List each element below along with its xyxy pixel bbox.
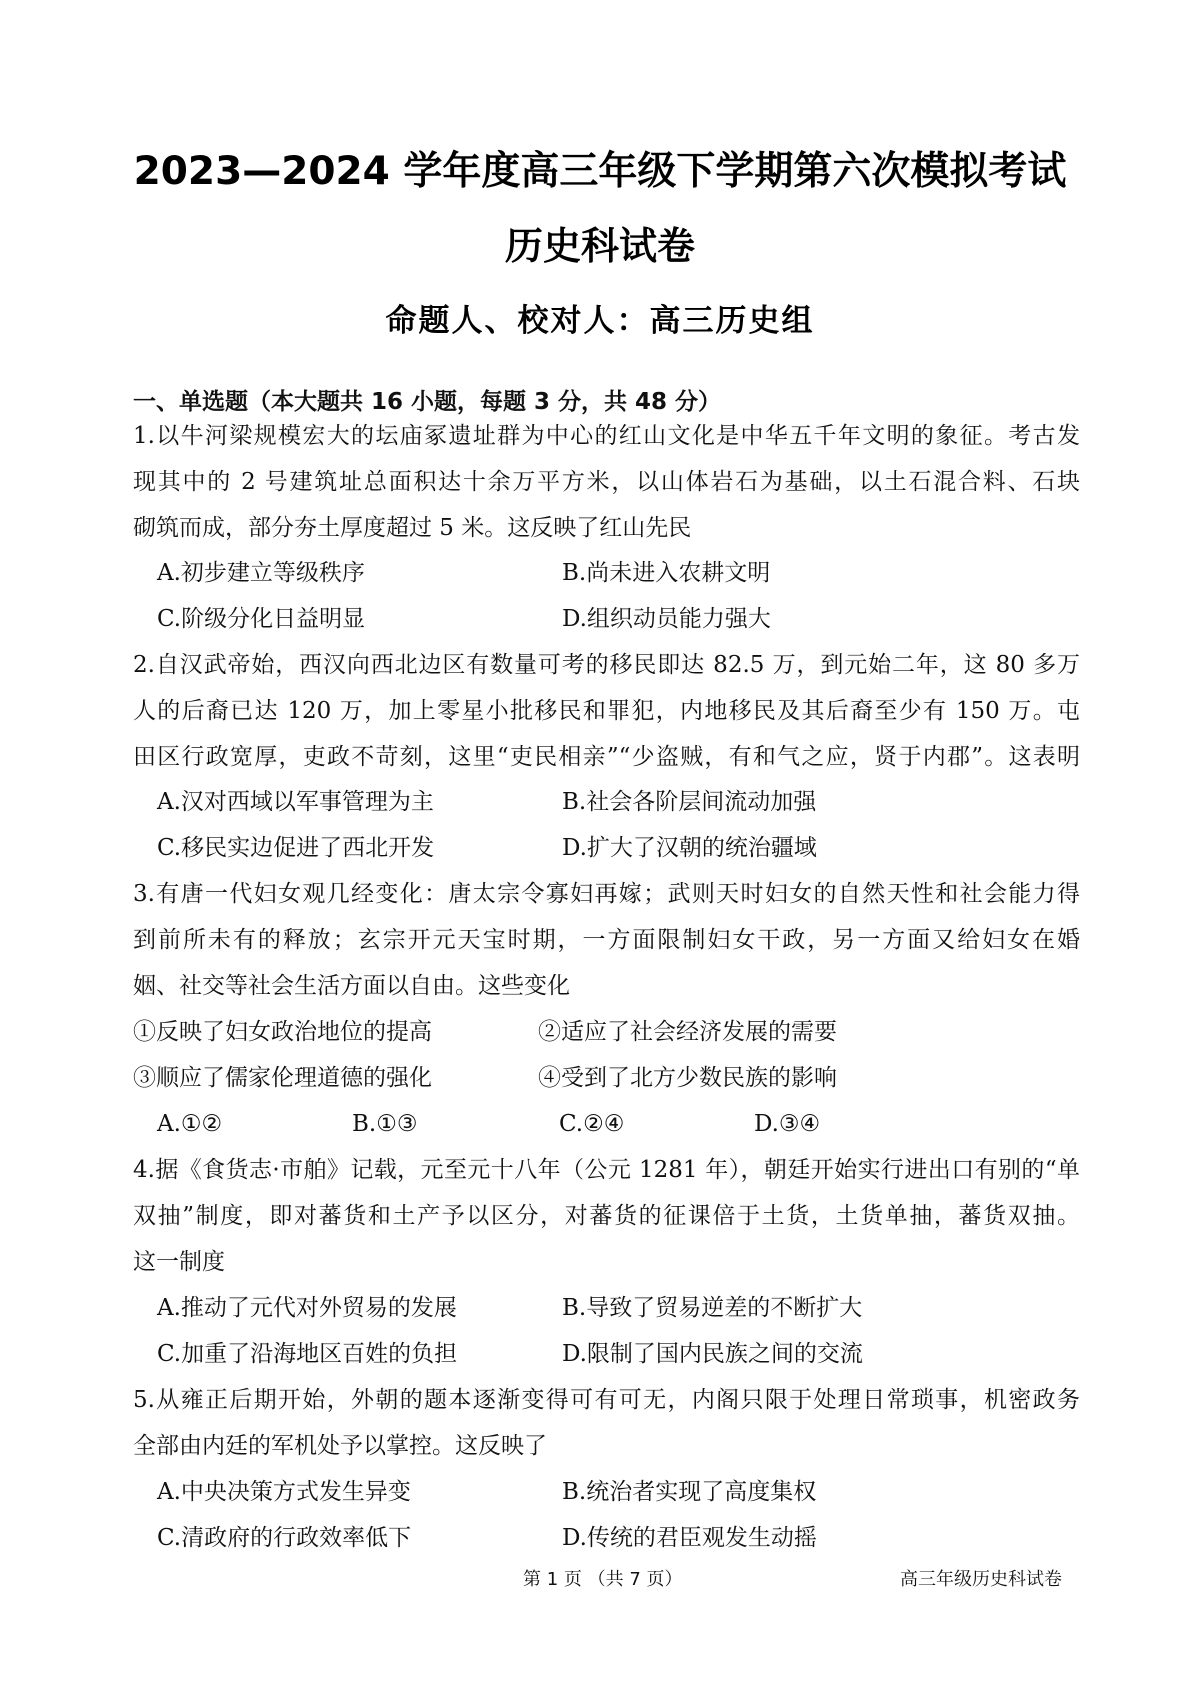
question-1-option-d: D.组织动员能力强大 [562,606,771,632]
question-5-option-c: C.清政府的行政效率低下 [157,1525,412,1551]
question-4-option-c: C.加重了沿海地区百姓的负担 [157,1341,458,1367]
question-4-line-3: 这一制度 [133,1249,225,1275]
question-2-option-d: D.扩大了汉朝的统治疆域 [562,835,817,861]
question-4-line-2: 双抽”制度，即对蕃货和土产予以区分，对蕃货的征课倍于土货，土货单抽，蕃货双抽。 [133,1203,1080,1229]
question-3-statement-3: ③顺应了儒家伦理道德的强化 [133,1065,432,1091]
question-2-option-a: A.汉对西域以军事管理为主 [157,789,434,815]
question-2-line-1: 2.自汉武帝始，西汉向西北边区有数量可考的移民即达 82.5 万，到元始二年，这 80 多万 [133,652,1080,678]
question-3-option-b: B.①③ [352,1111,418,1137]
question-1-option-a: A.初步建立等级秩序 [157,560,365,586]
section-heading: 一、单选题（本大题共 16 小题，每题 3 分，共 48 分） [133,389,722,415]
page-number: 第 1 页 （共 7 页） [523,1569,683,1590]
question-1-line-3: 砌筑而成，部分夯土厚度超过 5 米。这反映了红山先民 [133,515,692,541]
question-3-statement-2: ②适应了社会经济发展的需要 [538,1019,837,1045]
question-3-statement-4: ④受到了北方少数民族的影响 [538,1065,837,1091]
question-4-option-a: A.推动了元代对外贸易的发展 [157,1295,457,1321]
question-2-option-b: B.社会各阶层间流动加强 [562,789,817,815]
question-3-statement-1: ①反映了妇女政治地位的提高 [133,1019,432,1045]
exam-subject: 历史科试卷 [504,224,695,268]
question-3-line-3: 姻、社交等社会生活方面以自由。这些变化 [133,973,570,999]
question-3-line-2: 到前所未有的释放；玄宗开元天宝时期，一方面限制妇女干政，另一方面又给妇女在婚 [133,927,1080,953]
question-5-line-2: 全部由内廷的军机处予以掌控。这反映了 [133,1433,547,1459]
question-1-option-b: B.尚未进入农耕文明 [562,560,771,586]
question-2-line-3: 田区行政宽厚，吏政不苛刻，这里“吏民相亲”“少盗贼，有和气之应，贤于内郡”。这表明 [133,744,1080,770]
question-2-option-c: C.移民实边促进了西北开发 [157,835,435,861]
question-5-line-1: 5.从雍正后期开始，外朝的题本逐渐变得可有可无，内阁只限于处理日常琐事，机密政务 [133,1387,1080,1413]
question-5-option-b: B.统治者实现了高度集权 [562,1479,817,1505]
question-4-option-d: D.限制了国内民族之间的交流 [562,1341,863,1367]
question-3-line-1: 3.有唐一代妇女观几经变化：唐太宗令寡妇再嫁；武则天时妇女的自然天性和社会能力得 [133,881,1080,907]
question-1-option-c: C.阶级分化日益明显 [157,606,366,632]
question-1-line-1: 1.以牛河梁规模宏大的坛庙冢遗址群为中心的红山文化是中华五千年文明的象征。考古发 [133,423,1080,449]
question-4-line-1: 4.据《食货志·市舶》记载，元至元十八年（公元 1281 年），朝廷开始实行进出口有别的“单 [133,1157,1080,1183]
exam-authors: 命题人、校对人：高三历史组 [385,303,815,339]
question-1-line-2: 现其中的 2 号建筑址总面积达十余万平方米，以山体岩石为基础，以土石混合料、石块 [133,469,1080,495]
question-4-option-b: B.导致了贸易逆差的不断扩大 [562,1295,863,1321]
question-3-option-c: C.②④ [559,1111,625,1137]
footer-label: 高三年级历史科试卷 [900,1569,1062,1590]
question-3-option-d: D.③④ [754,1111,821,1137]
exam-title: 2023—2024 学年度高三年级下学期第六次模拟考试 [133,149,1067,194]
question-2-line-2: 人的后裔已达 120 万，加上零星小批移民和罪犯，内地移民及其后裔至少有 150 万。屯 [133,698,1080,724]
question-3-option-a: A.①② [157,1111,223,1137]
question-5-option-a: A.中央决策方式发生异变 [157,1479,411,1505]
question-5-option-d: D.传统的君臣观发生动摇 [562,1525,817,1551]
